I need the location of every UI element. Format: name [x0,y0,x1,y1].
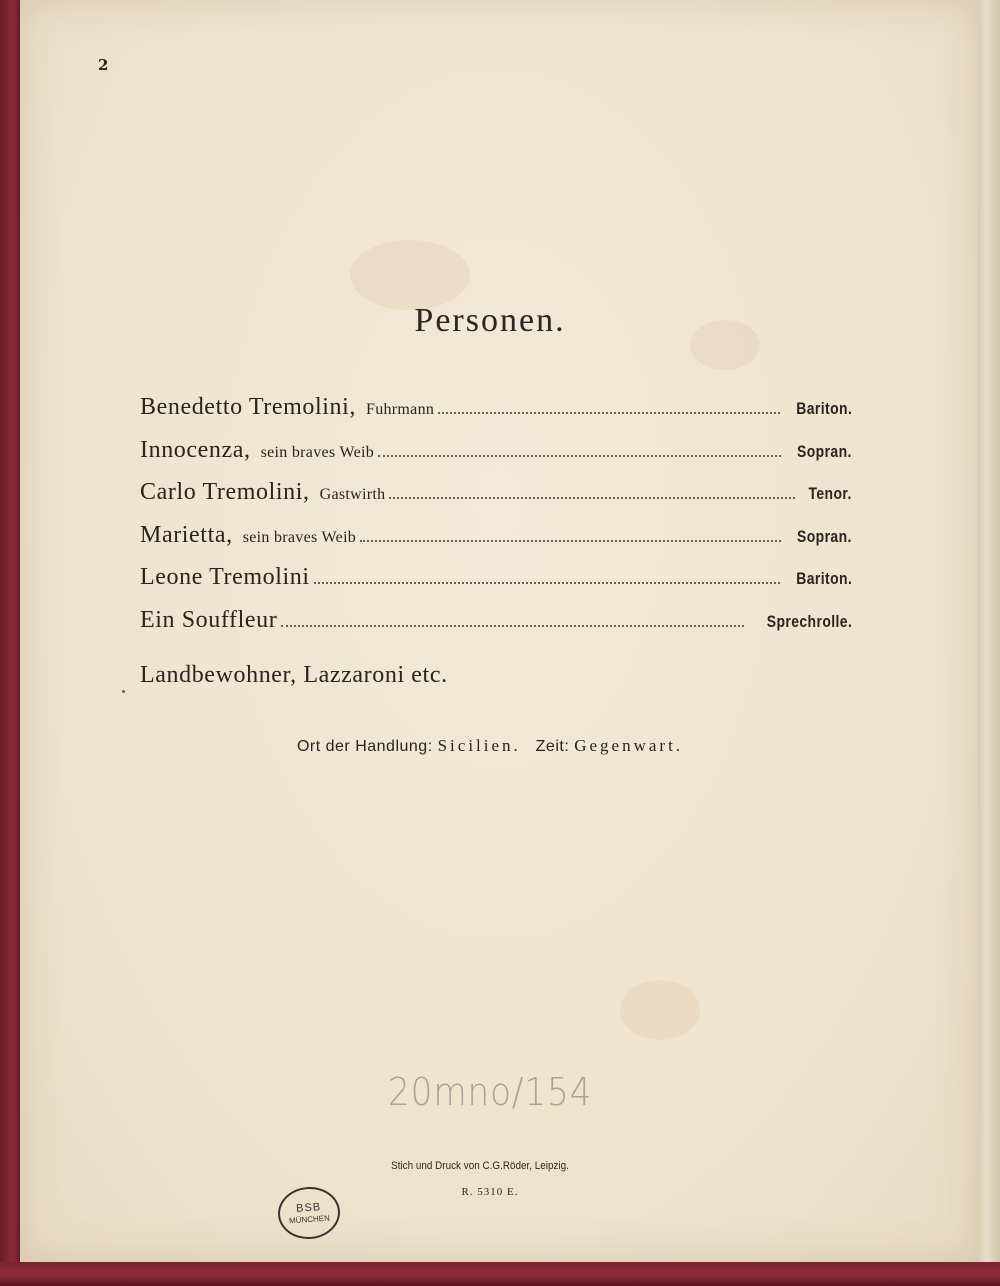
time-value: Gegenwart. [574,736,684,755]
cast-row [140,437,852,480]
dot-leader [389,497,795,499]
ink-speck [122,690,125,693]
cast-description: sein braves Weib [242,528,357,546]
plate-number: R. 5310 E. [461,1186,519,1198]
time-label: Zeit: [535,738,570,755]
page-edge [976,0,1000,1262]
dot-leader [314,582,780,584]
cast-voice: Tenor. [808,484,852,504]
setting-line [0,736,980,756]
dot-leader [438,412,780,414]
cast-name: Benedetto Tremolini, [140,394,356,420]
cast-voice: Sopran. [797,526,852,546]
paper-stain [620,980,700,1040]
cast-voice: Sprechrolle. [766,611,852,631]
cast-name: Leone Tremolini [140,564,310,591]
cast-name: Ein Souffleur [140,606,278,633]
cast-voice: Bariton. [796,569,852,589]
cast-row [140,479,852,522]
cast-name: Marietta, [140,521,233,548]
cast-row [140,607,852,650]
paper-stain [350,240,470,310]
dot-leader [281,625,743,627]
cast-description: Gastwirth [319,486,386,504]
book-binding-left [0,0,22,1286]
cast-row [140,394,852,437]
stamp-line-1: BSB [295,1200,322,1215]
cast-name: Carlo Tremolini, [140,479,310,506]
page-title: Personen. [414,302,566,339]
page-number: 2 [98,56,109,74]
extras-line: Landbewohner, Lazzaroni etc. [140,662,448,688]
cast-list [140,394,852,650]
cast-description: Fuhrmann [366,401,435,418]
cast-voice: Sopran. [797,441,852,461]
dot-leader [378,455,781,457]
dot-leader [360,540,781,542]
cast-description: sein braves Weib [260,443,375,461]
place-value: Sicilien. [437,736,521,755]
book-binding-bottom [0,1262,1000,1286]
cast-row [140,564,852,607]
cast-row [140,522,852,565]
cast-voice: Bariton. [796,399,852,418]
handwritten-shelfmark: 20mno/154 [388,1070,593,1114]
printer-imprint: Stich und Druck von C.G.Röder, Leipzig. [391,1160,569,1172]
place-label: Ort der Handlung: [296,738,433,755]
stamp-line-2: MÜNCHEN [288,1213,331,1225]
cast-name: Innocenza, [140,436,251,463]
